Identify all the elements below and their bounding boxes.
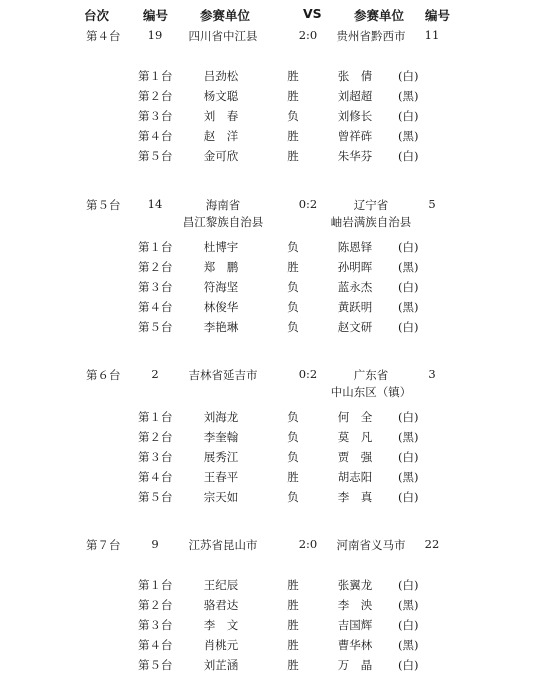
- color-label: (黑): [398, 638, 419, 652]
- match-num-right: 3: [428, 367, 436, 381]
- match-table: 第６台: [86, 368, 121, 382]
- player-left: 杜博宇: [203, 240, 239, 254]
- match-score: 0:2: [298, 367, 318, 381]
- player-right: 孙明晖: [337, 260, 373, 274]
- match-unit-left: 四川省中江县: [188, 29, 258, 43]
- player-left: 王春平: [203, 470, 239, 484]
- board-number: 第２台: [138, 260, 173, 274]
- board-result: 胜: [287, 89, 299, 103]
- match-num-left: 19: [147, 28, 163, 42]
- match-num-left: 2: [151, 367, 159, 381]
- color-label: (黑): [398, 89, 419, 103]
- match-row: [0, 537, 550, 553]
- header-num-left: 编号: [143, 8, 169, 23]
- board-row: [0, 657, 550, 673]
- player-left: 刘芷涵: [203, 658, 239, 672]
- board-row: [0, 148, 550, 164]
- player-right: 李 真: [337, 490, 373, 504]
- player-right: 朱华芬: [337, 149, 373, 163]
- color-label: (白): [398, 618, 419, 632]
- player-left: 展秀江: [203, 450, 239, 464]
- board-row: [0, 68, 550, 84]
- board-number: 第３台: [138, 280, 173, 294]
- board-number: 第５台: [138, 658, 173, 672]
- player-left: 刘 春: [203, 109, 239, 123]
- match-unit-right: 辽宁省: [353, 198, 389, 212]
- player-left: 赵 洋: [203, 129, 239, 143]
- color-label: (白): [398, 149, 419, 163]
- color-label: (白): [398, 280, 419, 294]
- board-result: 胜: [287, 638, 299, 652]
- player-left: 吕劲松: [203, 69, 239, 83]
- player-left: 李 文: [203, 618, 239, 632]
- player-right: 曹华林: [337, 638, 373, 652]
- player-right: 曾祥砗: [337, 129, 373, 143]
- player-right: 张 倩: [337, 69, 373, 83]
- board-result: 负: [287, 240, 299, 254]
- match-unit-left-2: 昌江黎族自治县: [182, 215, 264, 229]
- board-number: 第３台: [138, 109, 173, 123]
- player-left: 刘海龙: [203, 410, 239, 424]
- header-num-right: 编号: [425, 8, 451, 23]
- match-num-right: 22: [424, 537, 440, 551]
- board-result: 负: [287, 280, 299, 294]
- player-left: 郑 鹏: [203, 260, 239, 274]
- match-table: 第５台: [86, 198, 121, 212]
- board-result: 负: [287, 490, 299, 504]
- board-number: 第２台: [138, 598, 173, 612]
- match-score: 0:2: [298, 197, 318, 211]
- board-result: 胜: [287, 149, 299, 163]
- board-result: 负: [287, 109, 299, 123]
- board-row: [0, 637, 550, 653]
- match-unit-left: 吉林省延吉市: [188, 368, 258, 382]
- color-label: (黑): [398, 300, 419, 314]
- player-right: 何 全: [337, 410, 373, 424]
- color-label: (白): [398, 320, 419, 334]
- board-number: 第５台: [138, 490, 173, 504]
- player-right: 万 晶: [337, 658, 373, 672]
- board-row: [0, 88, 550, 104]
- match-num-left: 9: [151, 537, 159, 551]
- board-row: [0, 128, 550, 144]
- color-label: (白): [398, 658, 419, 672]
- board-result: 胜: [287, 470, 299, 484]
- match-score: 2:0: [298, 28, 318, 42]
- player-left: 金可欣: [203, 149, 239, 163]
- board-result: 负: [287, 430, 299, 444]
- board-result: 胜: [287, 129, 299, 143]
- match-score: 2:0: [298, 537, 318, 551]
- player-left: 宗天如: [203, 490, 239, 504]
- board-result: 胜: [287, 578, 299, 592]
- board-result: 负: [287, 300, 299, 314]
- color-label: (白): [398, 410, 419, 424]
- player-right: 张翼龙: [337, 578, 373, 592]
- table-header: [0, 6, 550, 24]
- match-unit-right-2: 岫岩满族自治县: [330, 215, 412, 229]
- player-right: 刘超超: [337, 89, 373, 103]
- board-row: [0, 409, 550, 425]
- board-row: [0, 577, 550, 593]
- player-left: 李奎翰: [203, 430, 239, 444]
- player-right: 刘修长: [337, 109, 373, 123]
- board-number: 第１台: [138, 578, 173, 592]
- board-number: 第４台: [138, 470, 173, 484]
- board-number: 第１台: [138, 240, 173, 254]
- color-label: (黑): [398, 470, 419, 484]
- player-right: 李 泱: [337, 598, 373, 612]
- color-label: (白): [398, 109, 419, 123]
- board-number: 第３台: [138, 450, 173, 464]
- match-num-left: 14: [147, 197, 163, 211]
- board-row: [0, 449, 550, 465]
- player-right: 贾 强: [337, 450, 373, 464]
- board-number: 第４台: [138, 300, 173, 314]
- player-right: 胡志阳: [337, 470, 373, 484]
- board-number: 第３台: [138, 618, 173, 632]
- color-label: (黑): [398, 129, 419, 143]
- player-right: 黄跃明: [337, 300, 373, 314]
- board-result: 胜: [287, 658, 299, 672]
- board-number: 第２台: [138, 430, 173, 444]
- board-row: [0, 299, 550, 315]
- color-label: (白): [398, 240, 419, 254]
- board-row: [0, 489, 550, 505]
- player-left: 王纪辰: [203, 578, 239, 592]
- board-result: 负: [287, 320, 299, 334]
- board-number: 第４台: [138, 129, 173, 143]
- player-left: 杨文聪: [203, 89, 239, 103]
- match-row: [0, 28, 550, 44]
- color-label: (黑): [398, 598, 419, 612]
- board-number: 第１台: [138, 69, 173, 83]
- header-unit-right: 参赛单位: [354, 8, 405, 23]
- player-left: 林俊华: [203, 300, 239, 314]
- board-number: 第２台: [138, 89, 173, 103]
- board-result: 胜: [287, 260, 299, 274]
- board-row: [0, 279, 550, 295]
- player-left: 李艳琳: [203, 320, 239, 334]
- board-result: 胜: [287, 598, 299, 612]
- match-unit-right: 贵州省黔西市: [336, 29, 406, 43]
- color-label: (白): [398, 490, 419, 504]
- header-unit-left: 参赛单位: [200, 8, 251, 23]
- match-unit-right-2: 中山东区（镇）: [330, 385, 412, 399]
- match-unit-left: 海南省: [205, 198, 241, 212]
- match-row-sub: [0, 384, 550, 400]
- match-table: 第７台: [86, 538, 121, 552]
- match-row: [0, 197, 550, 213]
- color-label: (白): [398, 69, 419, 83]
- match-row: [0, 367, 550, 383]
- player-right: 赵文研: [337, 320, 373, 334]
- board-number: 第５台: [138, 149, 173, 163]
- match-unit-right: 广东省: [353, 368, 389, 382]
- board-row: [0, 597, 550, 613]
- board-row: [0, 469, 550, 485]
- player-right: 莫 凡: [337, 430, 373, 444]
- board-number: 第４台: [138, 638, 173, 652]
- color-label: (白): [398, 578, 419, 592]
- header-vs: VS: [303, 6, 322, 21]
- player-left: 骆君达: [203, 598, 239, 612]
- board-row: [0, 239, 550, 255]
- board-result: 胜: [287, 69, 299, 83]
- match-num-right: 5: [428, 197, 436, 211]
- board-result: 负: [287, 450, 299, 464]
- match-row-sub: [0, 214, 550, 230]
- header-round: 台次: [84, 8, 110, 23]
- color-label: (黑): [398, 430, 419, 444]
- player-right: 陈恩铎: [337, 240, 373, 254]
- board-result: 胜: [287, 618, 299, 632]
- board-number: 第１台: [138, 410, 173, 424]
- player-right: 吉国辉: [337, 618, 373, 632]
- board-row: [0, 617, 550, 633]
- color-label: (白): [398, 450, 419, 464]
- board-row: [0, 319, 550, 335]
- color-label: (黑): [398, 260, 419, 274]
- board-number: 第５台: [138, 320, 173, 334]
- match-unit-left: 江苏省昆山市: [188, 538, 258, 552]
- player-right: 蓝永杰: [337, 280, 373, 294]
- board-row: [0, 429, 550, 445]
- player-left: 肖桃元: [203, 638, 239, 652]
- board-result: 负: [287, 410, 299, 424]
- board-row: [0, 108, 550, 124]
- match-unit-right: 河南省义马市: [336, 538, 406, 552]
- board-row: [0, 259, 550, 275]
- match-table: 第４台: [86, 29, 121, 43]
- player-left: 符海坚: [203, 280, 239, 294]
- match-num-right: 11: [424, 28, 440, 42]
